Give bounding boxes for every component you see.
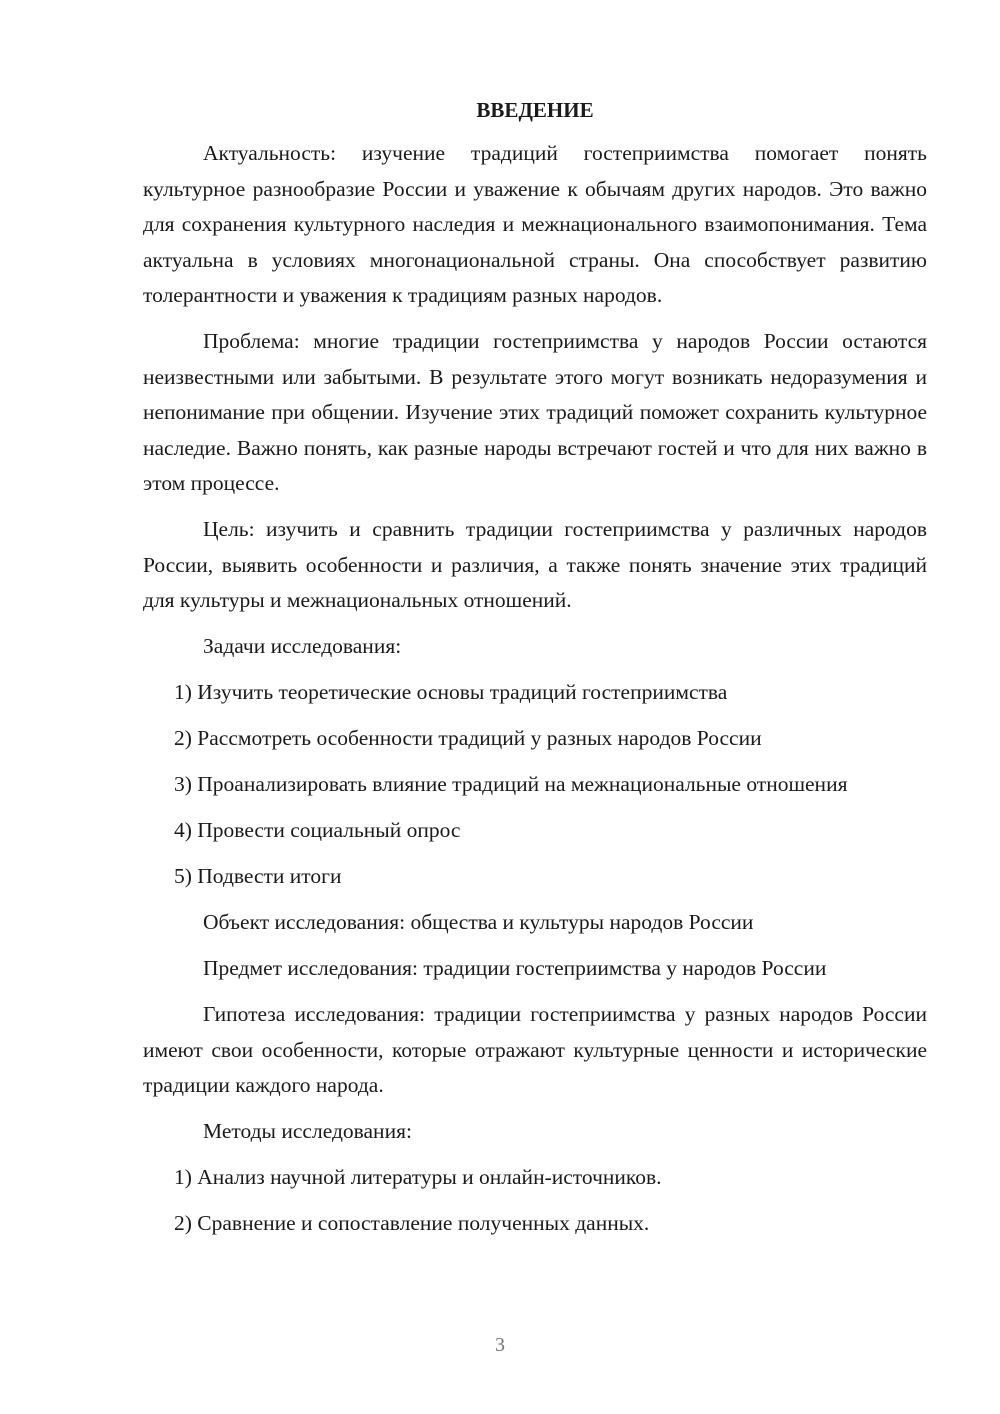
methods-heading: Методы исследования: [203, 1119, 412, 1143]
task-item: 2) Рассмотреть особенности традиций у разных народов России [174, 726, 762, 750]
task-item: 4) Провести социальный опрос [174, 818, 461, 842]
research-object: Объект исследования: общества и культуры народов России [203, 910, 754, 934]
tasks-heading: Задачи исследования: [203, 634, 402, 658]
paragraph-problem: Проблема: многие традиции гостеприимства у народов России остаются неизвестными или забытыми. В результате этого могут возникать недоразумения и непонимание при общении. Изучение этих традиций поможет сохранить культурное наследие. Важно понять, как разные народы встречают гостей и что для них важно в этом процессе. [143, 329, 927, 495]
document-body [143, 94, 927, 1252]
task-item: 1) Изучить теоретические основы традиций гостеприимства [174, 680, 728, 704]
research-subject: Предмет исследования: традиции гостеприимства у народов России [203, 956, 827, 980]
paragraph-relevance: Актуальность: изучение традиций гостеприимства помогает понять культурное разнообразие России и уважение к обычаям других народов. Это важно для сохранения культурного наследия и межнационального взаимопонимания. Тема актуальна в условиях многонациональной страны. Она способствует развитию толерантности и уважения к традициям разных народов. [143, 141, 927, 307]
research-hypothesis: Гипотеза исследования: традиции гостеприимства у разных народов России имеют свои особенности, которые отражают культурные ценности и исторические традиции каждого народа. [143, 1002, 927, 1097]
task-item: 5) Подвести итоги [174, 864, 342, 888]
task-item: 3) Проанализировать влияние традиций на межнациональные отношения [174, 772, 848, 796]
method-item: 2) Сравнение и сопоставление полученных данных. [174, 1211, 650, 1235]
section-title: ВВЕДЕНИЕ [476, 98, 594, 122]
paragraph-goal: Цель: изучить и сравнить традиции гостеприимства у различных народов России, выявить особенности и различия, а также понять значение этих традиций для культуры и межнациональных отношений. [143, 517, 927, 612]
method-item: 1) Анализ научной литературы и онлайн-источников. [174, 1165, 662, 1189]
page-number: 3 [495, 1334, 505, 1356]
